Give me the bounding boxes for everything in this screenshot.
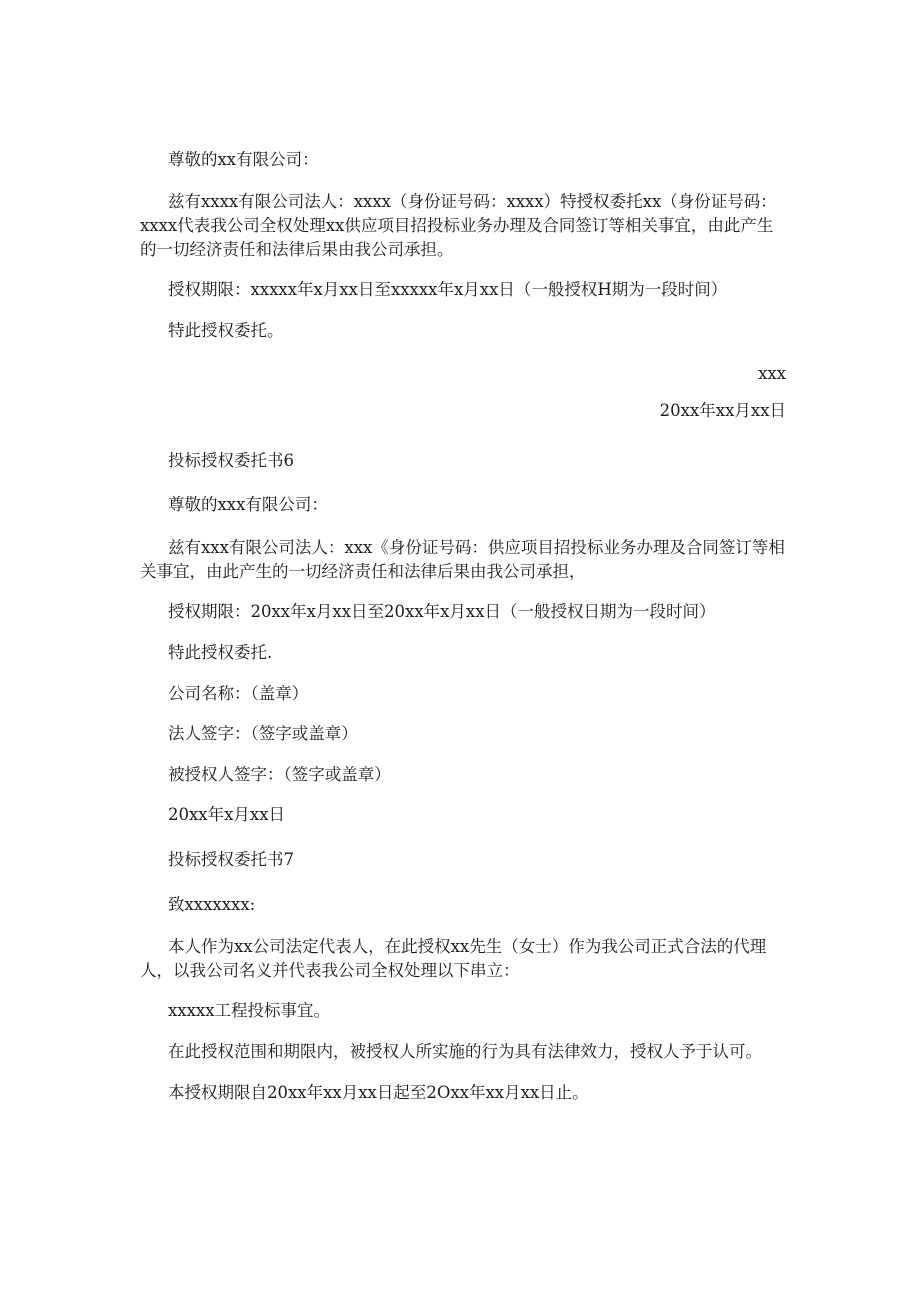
doc2-legal-sign: 法人签字：（签字或盖章） (168, 724, 358, 743)
doc2-company-name: 公司名称：（盖章） (168, 684, 309, 703)
doc3-matter: xxxxx工程投标事宜。 (168, 1001, 331, 1020)
doc3-effect: 在此授权范围和期限内，被授权人所实施的行为具有法律效力，授权人予于认可。 (168, 1042, 762, 1061)
doc1-body: 兹有xxxx有限公司法人：xxxx（身份证号码：xxxx）特授权委托xx（身份证号码：xxxx代表我公司全权处理xx供应项目招投标业务办理及合同签订等相关事宜，由此产生的一切经济责任和法律后果由我公司承担。 (140, 192, 777, 259)
doc2-salutation: 尊敬的xxx有限公司： (168, 495, 328, 514)
doc3-title: 投标授权委托书7 (168, 850, 294, 869)
doc3-body: 本人作为xx公司法定代表人，在此授权xx先生（女士）作为我公司正式合法的代理人，以我公司名义并代表我公司全权处理以下串立： (140, 937, 767, 980)
doc1-salutation: 尊敬的xx有限公司： (168, 150, 319, 169)
doc2-date: 20xx年x月xx日 (168, 805, 286, 824)
doc2-agent-sign: 被授权人签字：（签字或盖章） (168, 765, 391, 784)
doc1-signer: xxx (758, 364, 786, 383)
doc2-body: 兹有xxx有限公司法人：xxx《身份证号码：供应项目招投标业务办理及合同签订等相关事宜，由此产生的一切经济责任和法律后果由我公司承担， (140, 538, 785, 581)
doc1-closing: 特此授权委托。 (168, 321, 284, 340)
doc1-date: 20xx年xx月xx日 (659, 401, 786, 420)
doc2-title: 投标授权委托书6 (168, 451, 294, 470)
doc2-period: 授权期限：20xx年x月xx日至20xx年x月xx日（一般授权日期为一段时间） (168, 602, 716, 621)
doc2-closing: 特此授权委托. (168, 643, 273, 662)
doc3-period: 本授权期限自20xx年xx月xx日起至2Oxx年xx月xx日止。 (168, 1083, 589, 1102)
doc1-period: 授权期限：xxxxx年x月xx日至xxxxx年x月xx日（一般授权H期为一段时间） (168, 280, 728, 299)
doc3-to: 致xxxxxxx: (168, 895, 256, 914)
